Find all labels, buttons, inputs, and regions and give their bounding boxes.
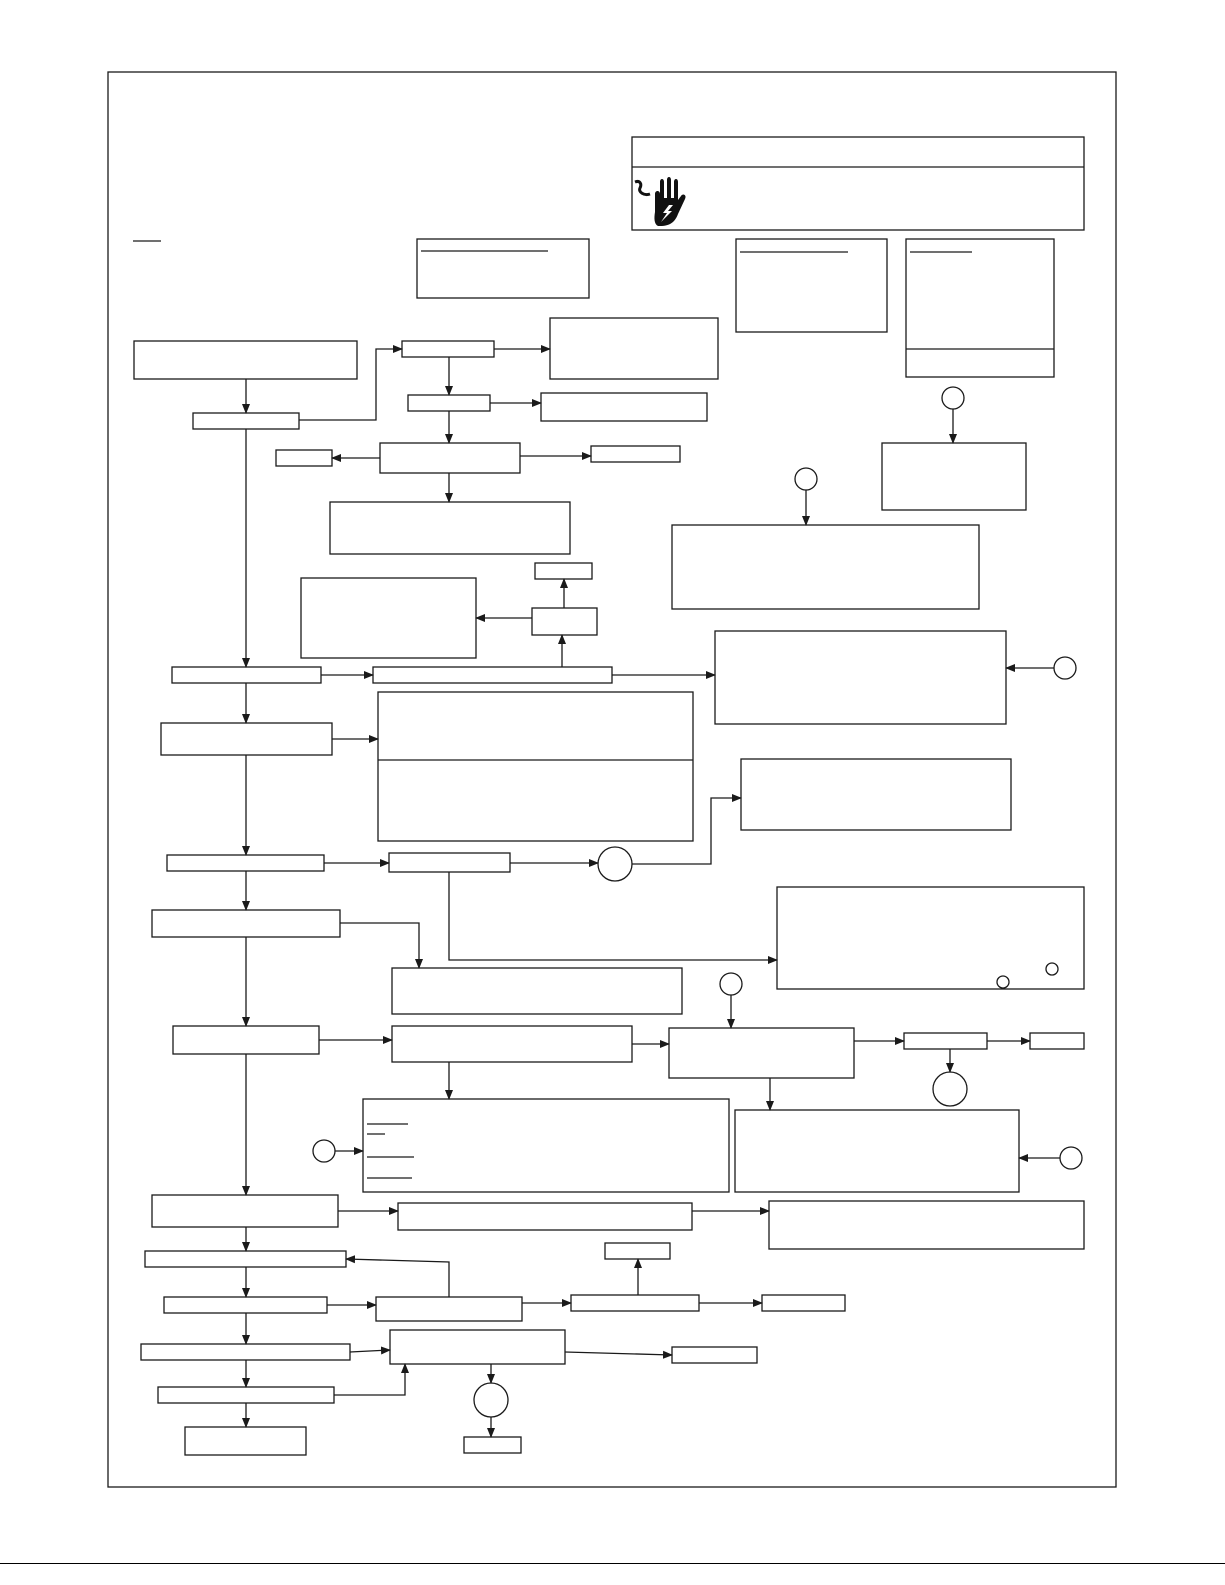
check-box-x: [390, 1330, 565, 1364]
connector-d: [598, 847, 632, 881]
check-box-k: [389, 853, 510, 872]
flow-check-k-to-action-l: [449, 872, 777, 960]
flow-connector-d-to-action-j: [632, 798, 741, 864]
flow-check-v-to-step9: [346, 1259, 449, 1297]
ref-connector-1: [997, 976, 1009, 988]
info-box-2: [736, 239, 887, 332]
action-box-aa: [672, 525, 979, 609]
connector-a: [942, 387, 964, 409]
check-box-g: [373, 667, 612, 683]
result-box-x: [672, 1347, 757, 1363]
decision-box-o: [669, 1028, 854, 1078]
decision-box-c: [380, 443, 520, 473]
connector-f: [933, 1072, 967, 1106]
step-box-7: [173, 1026, 319, 1054]
action-box-l: [777, 887, 1084, 989]
step-box-12: [158, 1387, 334, 1403]
connector-g: [313, 1140, 335, 1162]
check-box-a: [402, 341, 494, 357]
result-box-o: [904, 1033, 987, 1049]
check-box-s: [398, 1203, 692, 1230]
step-box-11: [141, 1344, 350, 1360]
check-box-v: [376, 1297, 522, 1321]
warning-panel: [632, 137, 1084, 230]
result-box-c-left: [276, 450, 332, 466]
connector-c: [1054, 657, 1076, 679]
check-box-e: [532, 608, 597, 635]
flow-step11-to-check-x: [350, 1350, 390, 1352]
result-box-p: [1030, 1033, 1084, 1049]
step-box-9: [145, 1251, 346, 1267]
step-box-8: [152, 1195, 338, 1227]
result-box-b: [541, 393, 707, 421]
result-box-c-right: [591, 446, 680, 462]
result-box-w: [762, 1295, 845, 1311]
action-box-d: [330, 502, 570, 554]
flow-step12-to-check-x: [334, 1364, 405, 1395]
flow-step6-to-action-m: [340, 923, 419, 968]
step-box-6: [152, 910, 340, 937]
action-box-z: [882, 443, 1026, 510]
action-box-t: [769, 1201, 1084, 1249]
step-box-4: [161, 723, 332, 755]
check-box-b: [408, 395, 490, 411]
info-box-1: [417, 239, 589, 298]
result-box-y: [464, 1437, 521, 1453]
step-box-3: [172, 667, 321, 683]
start-box: [134, 341, 357, 379]
action-box-r: [735, 1110, 1019, 1192]
info-box-3: [906, 239, 1054, 377]
action-box-f: [301, 578, 476, 658]
page-bottom-rule: [0, 1563, 1225, 1564]
step-box-5: [167, 855, 324, 871]
check-box-n: [392, 1026, 632, 1062]
result-box-u: [605, 1243, 670, 1259]
action-box-h: [715, 631, 1006, 724]
connector-e: [720, 973, 742, 995]
end-box: [185, 1427, 306, 1455]
page-frame: [108, 72, 1116, 1487]
step-box-10: [164, 1297, 327, 1313]
ref-connector-2: [1046, 963, 1058, 975]
action-box-q: [363, 1099, 729, 1192]
action-box-j: [741, 759, 1011, 830]
result-box-e: [535, 563, 592, 579]
electric-shock-hand-icon: [635, 177, 686, 226]
flow-check-x-to-result-x: [565, 1352, 672, 1355]
decision-box-w: [571, 1295, 699, 1311]
action-box-m: [392, 968, 682, 1014]
connector-i: [474, 1383, 508, 1417]
result-box-a: [550, 318, 718, 379]
connector-b: [795, 468, 817, 490]
connector-h: [1060, 1147, 1082, 1169]
action-box-i: [378, 692, 693, 841]
flow-step2-to-check-a: [299, 349, 402, 420]
step-box-2: [193, 413, 299, 429]
